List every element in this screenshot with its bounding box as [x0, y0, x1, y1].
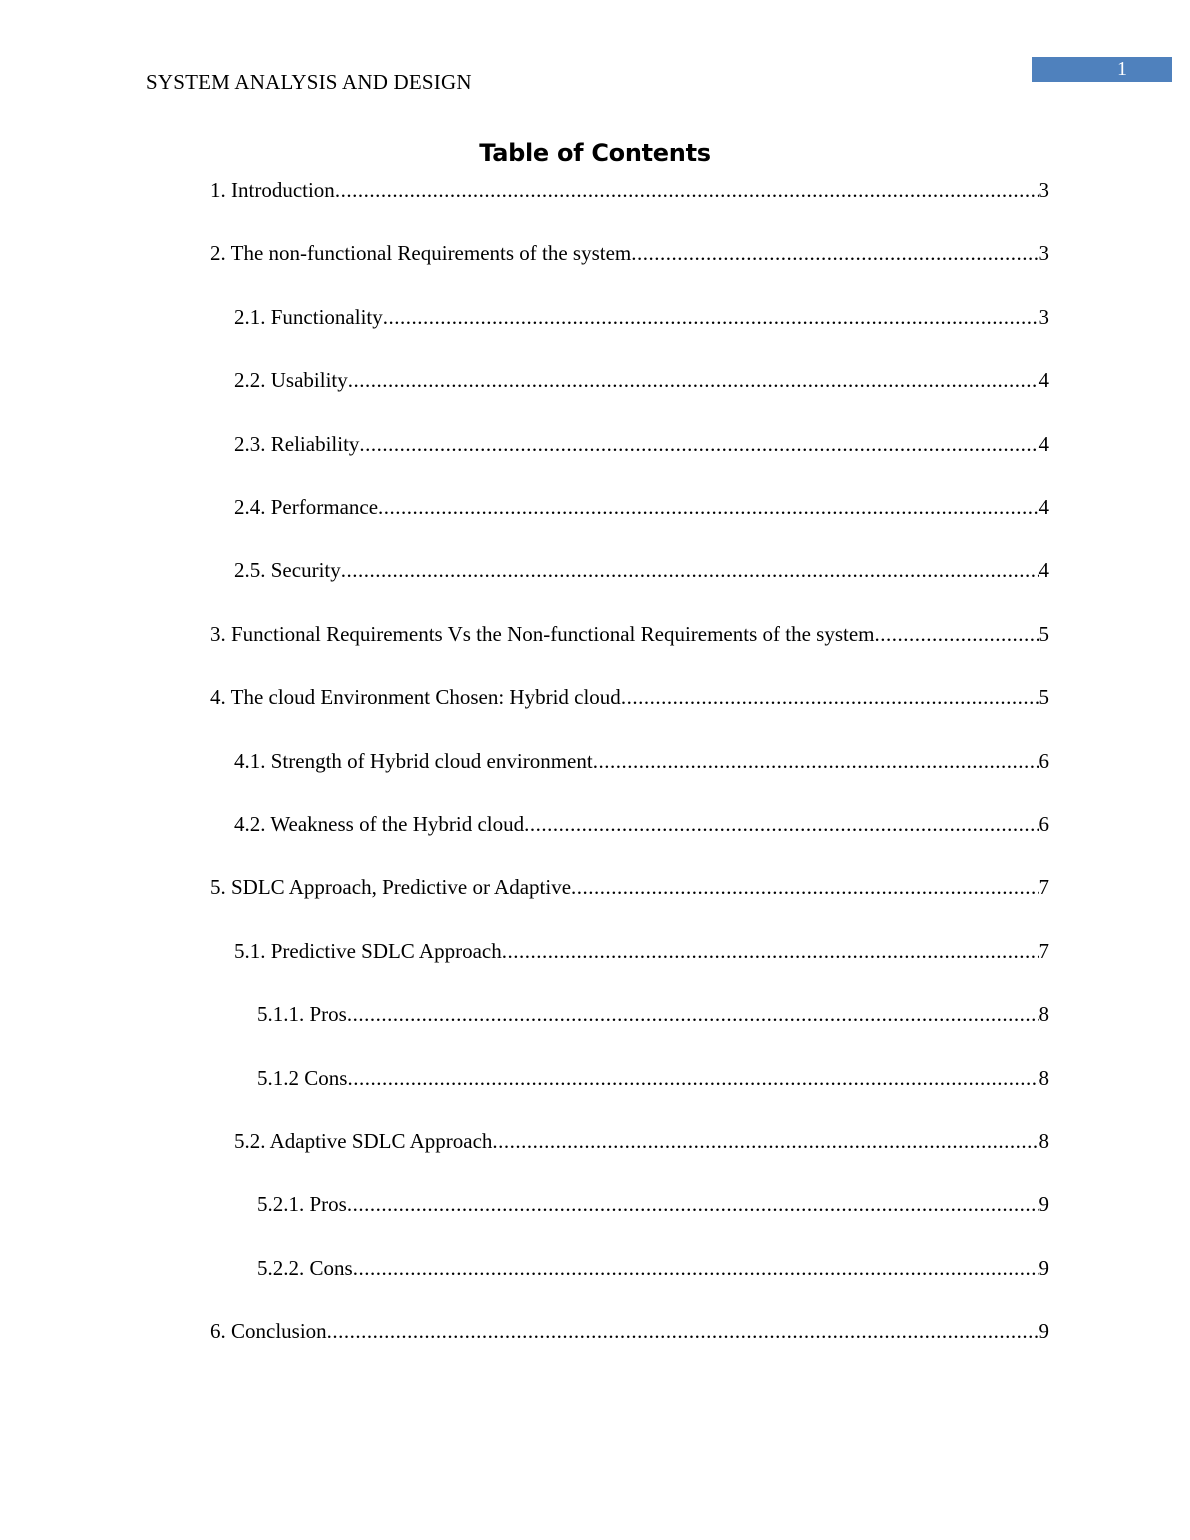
toc-entry-label: 5.2. Adaptive SDLC Approach — [234, 1129, 493, 1153]
toc-entry[interactable] — [210, 492, 1049, 522]
toc-entry-page: 5 — [1038, 622, 1049, 646]
toc-entry-label: 4. The cloud Environment Chosen: Hybrid cloud — [210, 685, 621, 709]
toc-entry-label: 5. SDLC Approach, Predictive or Adaptive — [210, 875, 572, 899]
toc-entry-label: 5.1. Predictive SDLC Approach — [234, 939, 502, 963]
toc-leader-dots — [571, 872, 1038, 902]
toc-entry-page: 4 — [1038, 495, 1049, 519]
toc-entry-page: 9 — [1038, 1256, 1049, 1280]
toc-entry-page: 9 — [1038, 1319, 1049, 1343]
toc-entry-label: 2.3. Reliability — [234, 432, 360, 456]
toc-entry-page: 5 — [1038, 685, 1049, 709]
toc-leader-dots — [875, 619, 1039, 649]
toc-entry[interactable] — [210, 302, 1049, 332]
page-number-badge — [1032, 57, 1172, 82]
toc-entry[interactable] — [210, 1316, 1049, 1346]
toc-entry-label: 5.2.1. Pros — [257, 1192, 347, 1216]
toc-entry-label: 1. Introduction — [210, 178, 335, 202]
toc-leader-dots — [621, 682, 1039, 712]
toc-leader-dots — [631, 238, 1038, 268]
toc-entry[interactable] — [210, 238, 1049, 268]
toc-entry-label: 5.1.1. Pros — [257, 1002, 347, 1026]
toc-entry-label: 4.1. Strength of Hybrid cloud environment — [234, 749, 593, 773]
toc-entry[interactable] — [210, 619, 1049, 649]
toc-leader-dots — [348, 365, 1039, 395]
toc-entry-page: 4 — [1038, 558, 1049, 582]
toc-title: Table of Contents — [479, 139, 711, 167]
toc-entry[interactable] — [210, 746, 1049, 776]
toc-leader-dots — [378, 492, 1038, 522]
toc-entry[interactable] — [210, 429, 1049, 459]
toc-leader-dots — [383, 302, 1039, 332]
toc-entry-page: 8 — [1038, 1066, 1049, 1090]
toc-entry-page: 8 — [1038, 1129, 1049, 1153]
toc-entry-label: 2.2. Usability — [234, 368, 348, 392]
toc-entry-label: 3. Functional Requirements Vs the Non-functional Requirements of the system — [210, 622, 875, 646]
toc-entry[interactable] — [210, 682, 1049, 712]
toc-entry-page: 9 — [1038, 1192, 1049, 1216]
toc-entry-label: 2.1. Functionality — [234, 305, 383, 329]
toc-leader-dots — [359, 429, 1038, 459]
toc-entry-page: 3 — [1038, 178, 1049, 202]
toc-leader-dots — [502, 936, 1039, 966]
toc-entry-page: 7 — [1038, 875, 1049, 899]
toc-entry-page: 6 — [1038, 749, 1049, 773]
toc-entry-page: 3 — [1038, 241, 1049, 265]
toc-leader-dots — [593, 746, 1039, 776]
toc-entry-label: 5.2.2. Cons — [257, 1256, 353, 1280]
toc-entry-page: 4 — [1038, 432, 1049, 456]
toc-entry[interactable] — [210, 999, 1049, 1029]
toc-leader-dots — [353, 1253, 1039, 1283]
toc-entry-page: 6 — [1038, 812, 1049, 836]
toc-leader-dots — [341, 555, 1039, 585]
toc-entry-label: 5.1.2 Cons — [257, 1066, 348, 1090]
toc-entry[interactable] — [210, 1126, 1049, 1156]
toc-entry-label: 2. The non-functional Requirements of the system — [210, 241, 632, 265]
toc-entry[interactable] — [210, 1063, 1049, 1093]
toc-entry-label: 2.4. Performance — [234, 495, 379, 519]
toc-entry[interactable] — [210, 872, 1049, 902]
toc-entry-page: 7 — [1038, 939, 1049, 963]
toc-leader-dots — [347, 1063, 1038, 1093]
toc-entry[interactable] — [210, 936, 1049, 966]
toc-leader-dots — [335, 175, 1039, 205]
running-header: SYSTEM ANALYSIS AND DESIGN — [146, 70, 472, 94]
toc-entry-page: 8 — [1038, 1002, 1049, 1026]
toc-entry-page: 3 — [1038, 305, 1049, 329]
toc-leader-dots — [492, 1126, 1038, 1156]
toc-entry[interactable] — [210, 809, 1049, 839]
toc-leader-dots — [327, 1316, 1039, 1346]
toc-leader-dots — [347, 1189, 1039, 1219]
toc-leader-dots — [524, 809, 1038, 839]
toc-entry-label: 4.2. Weakness of the Hybrid cloud — [234, 812, 525, 836]
toc-leader-dots — [347, 999, 1039, 1029]
toc-entry-label: 2.5. Security — [234, 558, 341, 582]
toc-entry[interactable] — [210, 555, 1049, 585]
toc-entry[interactable] — [210, 175, 1049, 205]
toc-entry-page: 4 — [1038, 368, 1049, 392]
toc-entry[interactable] — [210, 1189, 1049, 1219]
toc-entry-label: 6. Conclusion — [210, 1319, 327, 1343]
toc-entry[interactable] — [210, 1253, 1049, 1283]
page-number: 1 — [1117, 58, 1127, 80]
toc-entry[interactable] — [210, 365, 1049, 395]
